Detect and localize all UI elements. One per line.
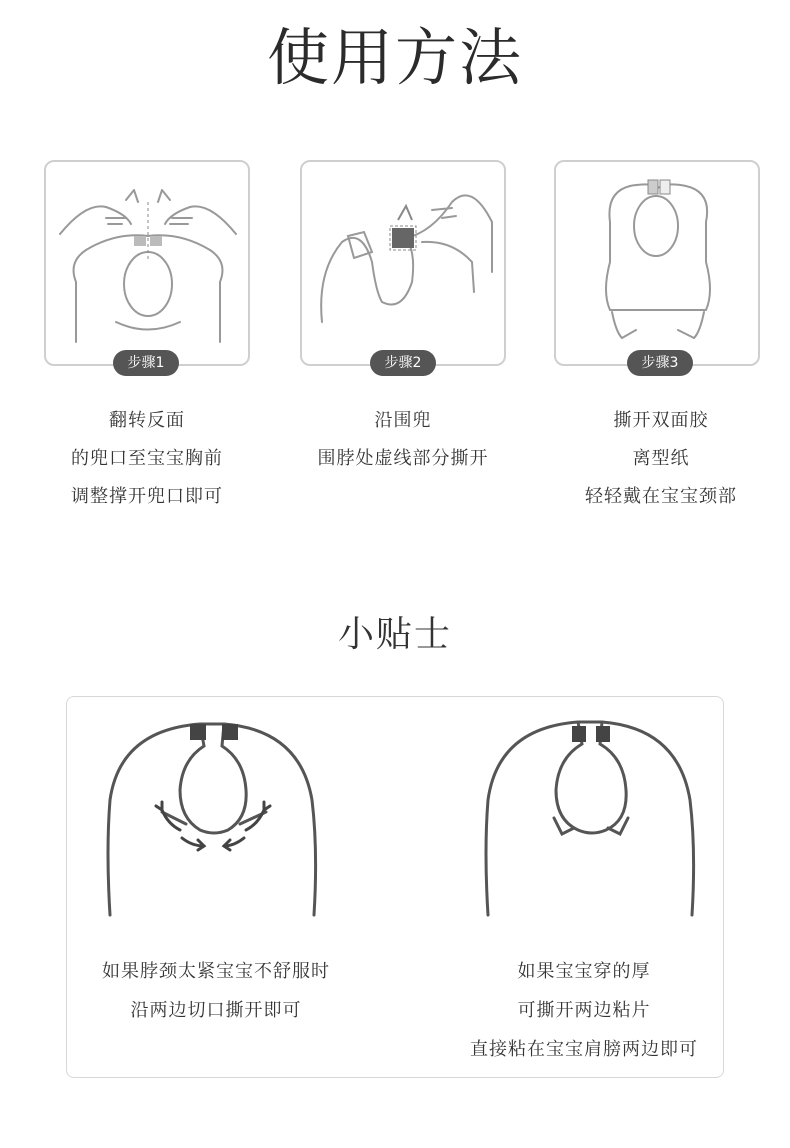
tip-2-description: [424, 952, 744, 1069]
tips-title: 小贴士: [337, 614, 452, 655]
step-2-badge: 步骤2: [370, 350, 436, 376]
step-1-badge: 步骤1: [113, 350, 179, 376]
tip-1-line-2: 沿两边切口撕开即可: [130, 1000, 302, 1021]
tip-1-line-1: 如果脖颈太紧宝宝不舒服时: [102, 961, 330, 982]
step-2-line-2: 围脖处虚线部分撕开: [317, 448, 489, 469]
step-3-line-3: 轻轻戴在宝宝颈部: [585, 486, 737, 507]
page-title: 使用方法: [266, 21, 523, 94]
tip-2-line-1: 如果宝宝穿的厚: [517, 961, 651, 982]
step-2-description: [278, 402, 528, 478]
step-1-line-3: 调整撑开兜口即可: [71, 486, 223, 507]
step-3-badge: 步骤3: [627, 350, 693, 376]
tip-2-illustration: [478, 700, 708, 929]
step-1-line-1: 翻转反面: [109, 410, 185, 431]
step-1-description: [22, 402, 272, 516]
tip-2-line-3: 直接粘在宝宝肩膀两边即可: [470, 1039, 698, 1060]
step-1-illustration: [44, 160, 250, 366]
bib-side-tabs-icon: [478, 700, 708, 925]
step-3-illustration: [554, 160, 760, 366]
tip-2-line-2: 可撕开两边粘片: [517, 1000, 651, 1021]
step-2-line-1: 沿围兜: [374, 410, 432, 431]
bib-wear-icon: [556, 162, 760, 366]
bib-flip-icon: [46, 162, 250, 366]
step-2-illustration: [300, 160, 506, 366]
tip-1-description: [56, 952, 376, 1030]
step-3-description: [536, 402, 786, 516]
step-3-line-2: 离型纸: [632, 448, 690, 469]
step-1-line-2: 的兜口至宝宝胸前: [71, 448, 223, 469]
step-3-line-1: 撕开双面胶: [613, 410, 709, 431]
bib-tear-neck-icon: [302, 162, 506, 366]
tip-1-illustration: [100, 700, 330, 929]
bib-cut-notch-icon: [100, 700, 330, 925]
